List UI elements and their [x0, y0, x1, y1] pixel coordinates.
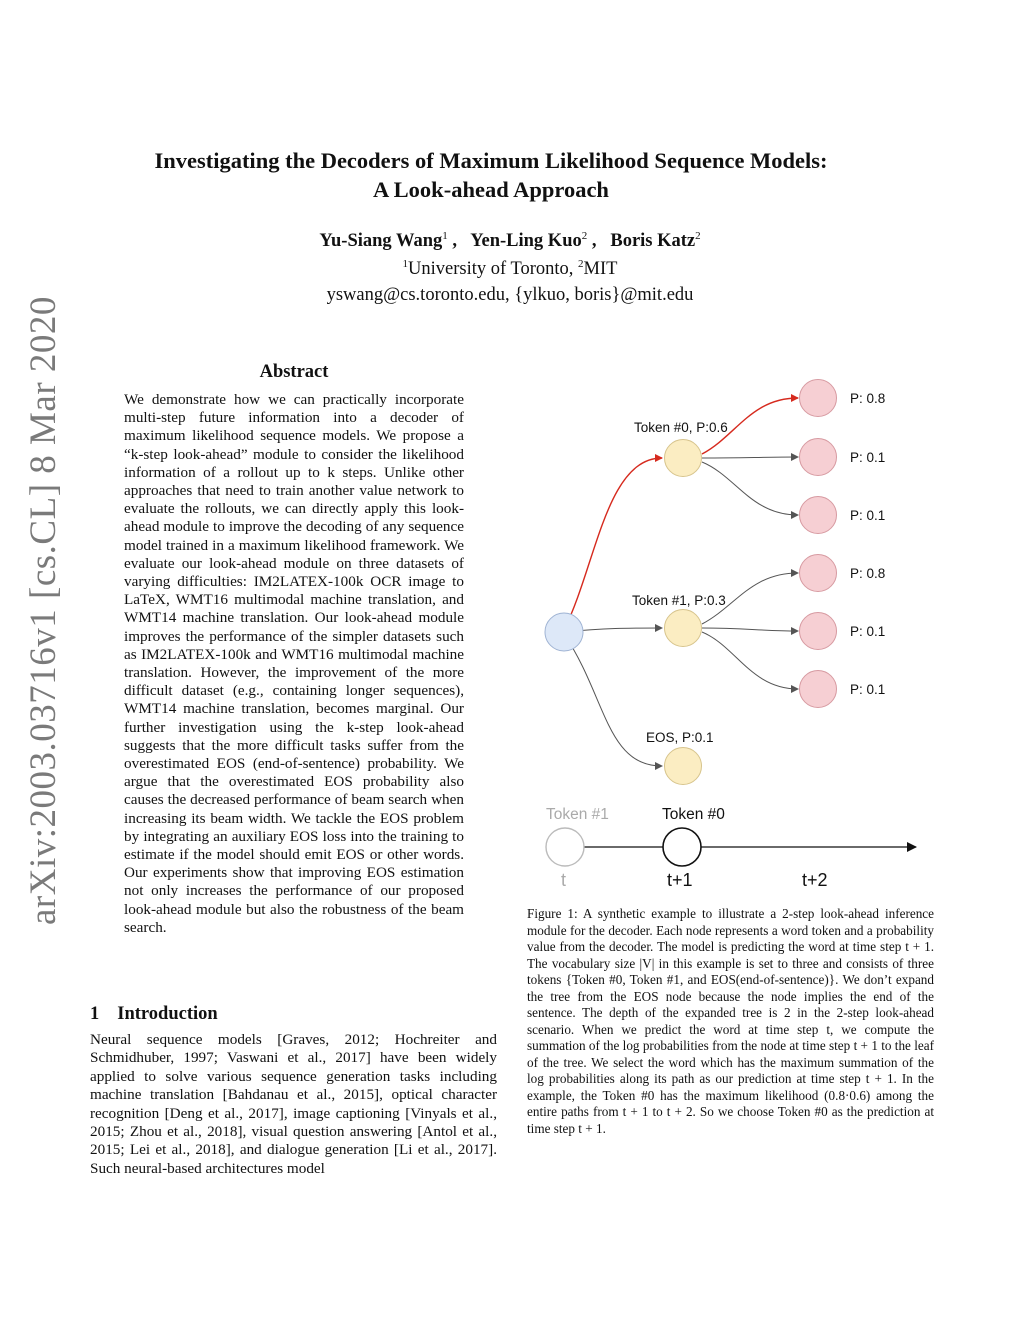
- section-title: Introduction: [117, 1004, 218, 1024]
- leaf-prob-label: P: 0.8: [850, 566, 886, 581]
- leaf-prob-label: P: 0.1: [850, 682, 886, 697]
- author-name: Yu-Siang Wang: [319, 231, 443, 252]
- section-number: 1: [90, 1004, 100, 1024]
- author-affiliation-mark: 1: [442, 230, 448, 242]
- leaf-prob-label: P: 0.8: [850, 391, 886, 406]
- leaf-prob-label: P: 0.1: [850, 508, 886, 523]
- author-emails: yswang@cs.toronto.edu, {ylkuo, boris}@mit.edu: [326, 285, 694, 305]
- edge-token1-leaf5: [702, 632, 798, 689]
- author-affiliation-mark: 2: [581, 230, 588, 242]
- eos-node: [665, 748, 702, 785]
- affiliation-name: University of Toronto: [408, 259, 569, 280]
- current-token-node: [663, 828, 701, 866]
- leaf-prob-label: P: 0.1: [850, 624, 886, 639]
- time-step-label: t: [561, 870, 567, 890]
- leaf-node: [800, 671, 837, 708]
- edge-token0-leaf2: [702, 462, 798, 515]
- leaf-prob-label: P: 0.1: [850, 450, 886, 465]
- author-list: Yu-Siang Wang$^1$ , Yen-Ling Kuo$^2$ , Boris Katz$^2$: [319, 230, 701, 252]
- figure-1-caption: Figure 1: A synthetic example to illustrate a 2-step look-ahead inference module for the decoder. Each node represents a word token and a probability value from the decoder. The model is predicting the word at time step t + 1. The vocabulary size |V| in this example is set to three and consists of three tokens {Token #0, Token #1, and EOS(end-of-sentence)}. We don’t expand the tree from the EOS node because the node implies the end of the sentence. The depth of the expanded tree is 2 in the 2-step look-ahead scenario. When we predict the word at time step t, we compute the summation of the log probabilities from the node at time step t + 1 to the leaf of the tree. We select the word which has the maximum summation of the log probabilities along its path as our prediction at time step t + 1. In the example, the Token #0 has the maximum likelihood (0.8·0.6) among the entire paths from t + 1 to t + 2. So we choose Token #0 as the prediction at time step t + 1.: [527, 906, 934, 1136]
- token0-node: [665, 440, 702, 477]
- edge-root-eos: [564, 634, 662, 766]
- edge-token1-leaf4: [702, 628, 798, 631]
- previous-token-label: Token #1: [546, 806, 609, 823]
- leaf-node: [800, 555, 837, 592]
- token1-node: [665, 610, 702, 647]
- root-node: [545, 613, 583, 651]
- author-name: Boris Katz: [610, 231, 696, 252]
- affiliation-name: MIT: [583, 259, 618, 280]
- introduction-text: Neural sequence models [Graves, 2012; Hochreiter and Schmidhuber, 1997; Vaswani et al., 2017] have been widely applied to solve various sequence generation tasks including machine translation [Bahdanau et al., 2015], optical character recognition [Deng et al., 2017], image captioning [Vinyals et al., 2015; Zhou et al., 2018], visual question answering [Antol et al., 2015; Lei et al., 2018], and dialogue generation [Li et al., 2017]. Such neural-based architectures model: [90, 1031, 497, 1177]
- leaf-node: [800, 380, 837, 417]
- abstract-heading: Abstract: [259, 362, 329, 382]
- token1-label: Token #1, P:0.3: [632, 593, 726, 608]
- title-line-1: Investigating the Decoders of Maximum Likelihood Sequence Models:: [154, 148, 828, 173]
- author-name: Yen-Ling Kuo: [470, 231, 582, 252]
- lookahead-tree-diagram: [526, 366, 936, 896]
- leaf-node: [800, 439, 837, 476]
- previous-token-node: [546, 828, 584, 866]
- figure-1: [526, 366, 936, 896]
- title-line-2: A Look-ahead Approach: [373, 177, 609, 202]
- paper-title: [100, 146, 882, 204]
- section-heading: [90, 1004, 218, 1025]
- abstract-text: We demonstrate how we can practically incorporate multi-step future information into a decoder of maximum likelihood sequence models. We propose a “k-step look-ahead” module to consider the likelihood information of a rollout up to k steps. Unlike other approaches that need to train another value network to evaluate the rollouts, we can directly apply this look-ahead module to improve the decoding of any sequence model trained in a maximum likelihood framework. We evaluate our look-ahead module on three datasets of varying difficulties: IM2LATEX-100k OCR image to LaTeX, WMT16 multimodal machine translation, and WMT14 machine translation. Our look-ahead module improves the performance of the simpler datasets such as IM2LATEX-100k and WMT16 multimodal machine translation. However, the improvement of the more difficult dataset (e.g., containing longer sequences), WMT14 machine translation, becomes marginal. Our further investigation using the k-step look-ahead suggests that the more difficult tasks suffer from the overestimated EOS (end-of-sentence) probability. We argue that the overestimated EOS probability also causes the decreased performance of beam search when increasing its beam width. We tackle the EOS problem by integrating an auxiliary EOS loss into the training to estimate if the model should emit EOS or other words. Our experiments show that improving EOS estimation not only increases the performance of our proposed look-ahead module but also the robustness of the beam search.: [124, 391, 464, 936]
- affiliation-mark: 2: [578, 258, 584, 270]
- affiliations: $^1$University of Toronto, $^2$MIT: [402, 258, 618, 280]
- time-step-label: t+1: [667, 870, 693, 890]
- eos-label: EOS, P:0.1: [646, 730, 714, 745]
- leaf-node: [800, 613, 837, 650]
- token0-label: Token #0, P:0.6: [634, 420, 728, 435]
- time-step-label: t+2: [802, 870, 828, 890]
- edge-token0-leaf1: [702, 457, 798, 458]
- arxiv-identifier: arXiv:2003.03716v1 [cs.CL] 8 Mar 2020: [23, 296, 64, 925]
- author-affiliation-mark: 2: [695, 230, 701, 242]
- leaf-node: [800, 497, 837, 534]
- current-token-label: Token #0: [662, 806, 725, 823]
- affiliation-mark: 1: [402, 258, 409, 270]
